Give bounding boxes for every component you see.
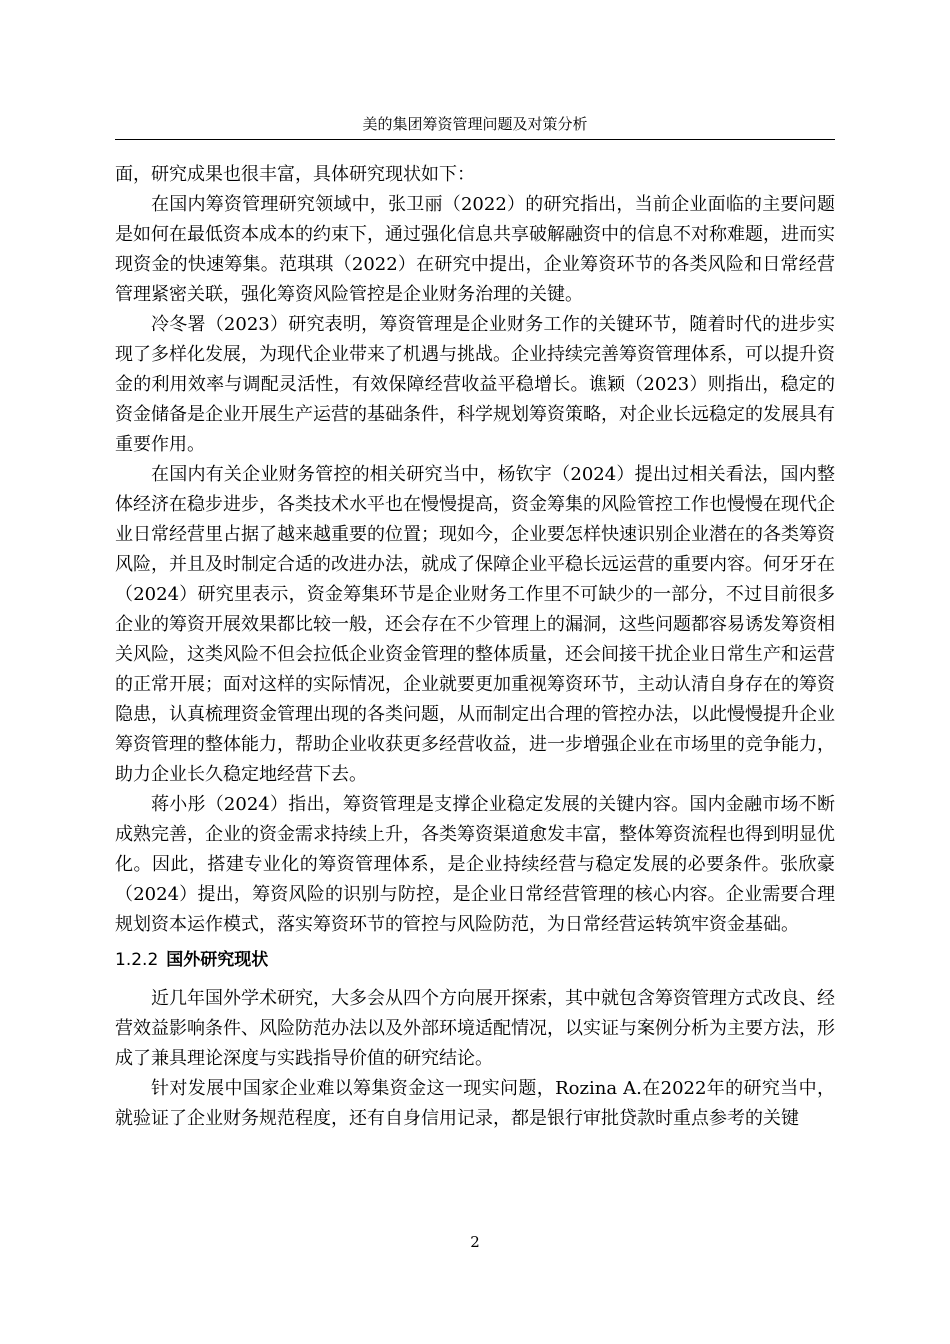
paragraph: 近几年国外学术研究，大多会从四个方向展开探索，其中就包含筹资管理方式改良、经营效益影响条件、风险防范办法以及外部环境适配情况，以实证与案例分析为主要方法，形成了兼具理论深度与实践指导价值的研究结论。 <box>115 988 835 1069</box>
body-text <box>115 160 835 1134</box>
section-title: 国外研究现状 <box>166 950 269 970</box>
header-divider <box>115 139 835 140</box>
page-number: 2 <box>470 1233 480 1251</box>
section-number: 1.2.2 <box>115 950 159 970</box>
paragraph: 蒋小彤（2024）指出，筹资管理是支撑企业稳定发展的关键内容。国内金融市场不断成熟完善，企业的资金需求持续上升，各类筹资渠道愈发丰富，整体筹资流程也得到明显优化。因此，搭建专业化的筹资管理体系，是企业持续经营与稳定发展的必要条件。张欣豪（2024）提出，筹资风险的识别与防控，是企业日常经营管理的核心内容。企业需要合理规划资本运作模式，落实筹资环节的管控与风险防范，为日常经营运转筑牢资金基础。 <box>115 794 835 935</box>
section-heading <box>115 946 835 974</box>
paragraph-continuation: 面，研究成果也很丰富，具体研究现状如下： <box>115 164 475 185</box>
paragraph: 针对发展中国家企业难以筹集资金这一现实问题，Rozina A.在2022年的研究当中，就验证了企业财务规范程度，还有自身信用记录，都是银行审批贷款时重点参考的关键 <box>115 1078 835 1129</box>
paragraph: 在国内筹资管理研究领域中，张卫丽（2022）的研究指出，当前企业面临的主要问题是如何在最低资本成本的约束下，通过强化信息共享破解融资中的信息不对称难题，进而实现资金的快速筹集。范琪琪（2022）在研究中提出，企业筹资环节的各类风险和日常经营管理紧密关联，强化筹资风险管控是企业财务治理的关键。 <box>115 194 835 305</box>
paragraph: 冷冬署（2023）研究表明，筹资管理是企业财务工作的关键环节，随着时代的进步实现了多样化发展，为现代企业带来了机遇与挑战。企业持续完善筹资管理体系，可以提升资金的利用效率与调配灵活性，有效保障经营收益平稳增长。谯颖（2023）则指出，稳定的资金储备是企业开展生产运营的基础条件，科学规划筹资策略，对企业长远稳定的发展具有重要作用。 <box>115 314 835 455</box>
paragraph: 在国内有关企业财务管控的相关研究当中，杨钦宇（2024）提出过相关看法，国内整体经济在稳步进步，各类技术水平也在慢慢提高，资金筹集的风险管控工作也慢慢在现代企业日常经营里占据了越来越重要的位置；现如今，企业要怎样快速识别企业潜在的各类筹资风险，并且及时制定合适的改进办法，就成了保障企业平稳长远运营的重要内容。何牙牙在（2024）研究里表示，资金筹集环节是企业财务工作里不可缺少的一部分，不过目前很多企业的筹资开展效果都比较一般，还会存在不少管理上的漏洞，这些问题都容易诱发筹资相关风险，这类风险不但会拉低企业资金管理的整体质量，还会间接干扰企业日常生产和运营的正常开展；面对这样的实际情况，企业就要更加重视筹资环节，主动认清自身存在的筹资隐患，认真梳理资金管理出现的各类问题，从而制定出合理的管控办法，以此慢慢提升企业筹资管理的整体能力，帮助企业收获更多经营收益，进一步增强企业在市场里的竞争能力，助力企业长久稳定地经营下去。 <box>115 464 835 785</box>
running-header: 美的集团筹资管理问题及对策分析 <box>362 115 588 133</box>
